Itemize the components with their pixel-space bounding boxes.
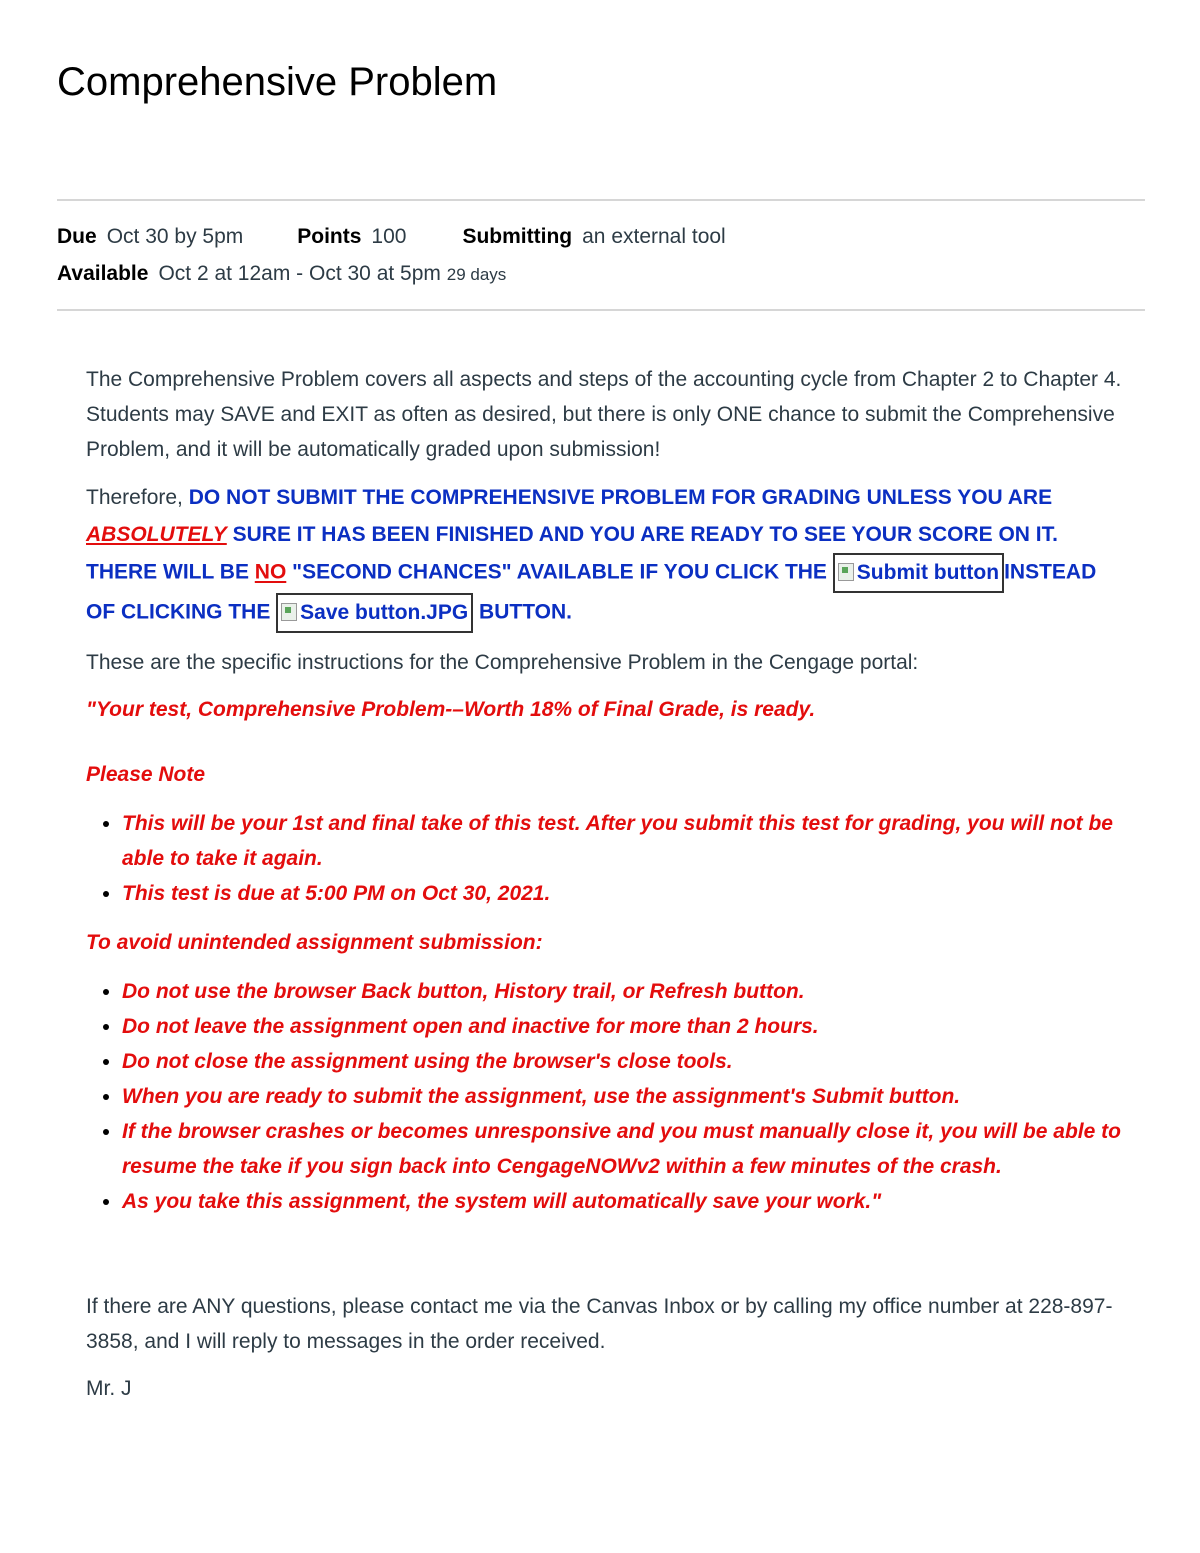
avoid-list bbox=[86, 974, 1126, 1219]
divider-top bbox=[57, 199, 1145, 201]
list-item: • Do not leave the assignment open and inactive for more than 2 hours. bbox=[122, 1009, 1126, 1044]
avoid-heading: To avoid unintended assignment submission: bbox=[86, 931, 543, 954]
list-item: • As you take this assignment, the system will automatically save your work." bbox=[122, 1184, 1126, 1219]
ready-line: "Your test, Comprehensive Problem-–Worth 18% of Final Grade, is ready. bbox=[86, 698, 816, 721]
points-value: 100 bbox=[371, 225, 407, 248]
therefore-text: Therefore, bbox=[86, 486, 189, 509]
note-list bbox=[86, 806, 1126, 911]
list-item: • Do not close the assignment using the browser's close tools. bbox=[122, 1044, 1126, 1079]
signature: Mr. J bbox=[86, 1377, 132, 1400]
warning-no: NO bbox=[254, 560, 287, 584]
list-item: • Do not use the browser Back button, History trail, or Refresh button. bbox=[122, 974, 1126, 1009]
contact-paragraph: If there are ANY questions, please contact me via the Canvas Inbox or by calling my office number at 228-897-3858, and I will reply to messages in the order received. bbox=[86, 1295, 1113, 1353]
submitting-value: an external tool bbox=[582, 225, 726, 248]
please-note-heading: Please Note bbox=[86, 763, 206, 786]
submitting-label: Submitting bbox=[462, 225, 573, 248]
list-item: • When you are ready to submit the assignment, use the assignment's Submit button. bbox=[122, 1079, 1126, 1114]
list-item: • This test is due at 5:00 PM on Oct 30, 2021. bbox=[122, 876, 1126, 911]
available-days: 29 days bbox=[446, 265, 507, 284]
due-label: Due bbox=[57, 225, 97, 248]
points-label: Points bbox=[297, 225, 362, 248]
save-button-alt: Save button.JPG bbox=[300, 601, 469, 624]
warning-paragraph bbox=[86, 479, 1126, 633]
broken-image-icon bbox=[281, 603, 297, 621]
save-button-image bbox=[276, 593, 473, 633]
list-item: • If the browser crashes or becomes unresponsive and you must manually close it, you will be able to resume the take if you sign back into CengageNOWv2 within a few minutes of the crash. bbox=[122, 1114, 1126, 1184]
warning-text-1: DO NOT SUBMIT THE COMPREHENSIVE PROBLEM FOR GRADING UNLESS YOU ARE bbox=[188, 486, 1053, 509]
available-value: Oct 2 at 12am - Oct 30 at 5pm bbox=[158, 262, 441, 285]
intro-paragraph: The Comprehensive Problem covers all aspects and steps of the accounting cycle from Chapter 2 to Chapter 4. Students may SAVE and EXIT as often as desired, but there is only ONE chance to submit the Comprehensive Problem, and it will be automatically graded upon submission! bbox=[86, 368, 1122, 461]
warning-text-3: "SECOND CHANCES" AVAILABLE IF YOU CLICK THE bbox=[286, 560, 833, 584]
due-value: Oct 30 by 5pm bbox=[106, 225, 244, 248]
broken-image-icon bbox=[838, 563, 854, 581]
instructions-intro: These are the specific instructions for the Comprehensive Problem in the Cengage portal: bbox=[86, 651, 919, 674]
submit-button-alt: Submit button bbox=[856, 561, 1000, 584]
available-label: Available bbox=[57, 262, 149, 285]
assignment-meta-row-2 bbox=[57, 262, 506, 286]
page-title: Comprehensive Problem bbox=[57, 60, 498, 104]
list-item: • This will be your 1st and final take of this test. After you submit this test for grading, you will not be able to take it again. bbox=[122, 806, 1126, 876]
submit-button-image bbox=[833, 553, 1004, 593]
warning-text-2: SURE IT HAS BEEN FINISHED AND YOU ARE READY TO SEE YOUR SCORE ON IT. THERE WILL BE bbox=[86, 523, 1058, 584]
divider-bottom bbox=[57, 309, 1145, 311]
warning-absolutely: ABSOLUTELY bbox=[86, 523, 227, 546]
warning-text-5: BUTTON. bbox=[473, 600, 572, 624]
assignment-meta-row-1 bbox=[57, 225, 726, 249]
warning-text-4: INSTEAD OF CLICKING THE bbox=[86, 560, 1097, 624]
assignment-description bbox=[86, 362, 1126, 1418]
